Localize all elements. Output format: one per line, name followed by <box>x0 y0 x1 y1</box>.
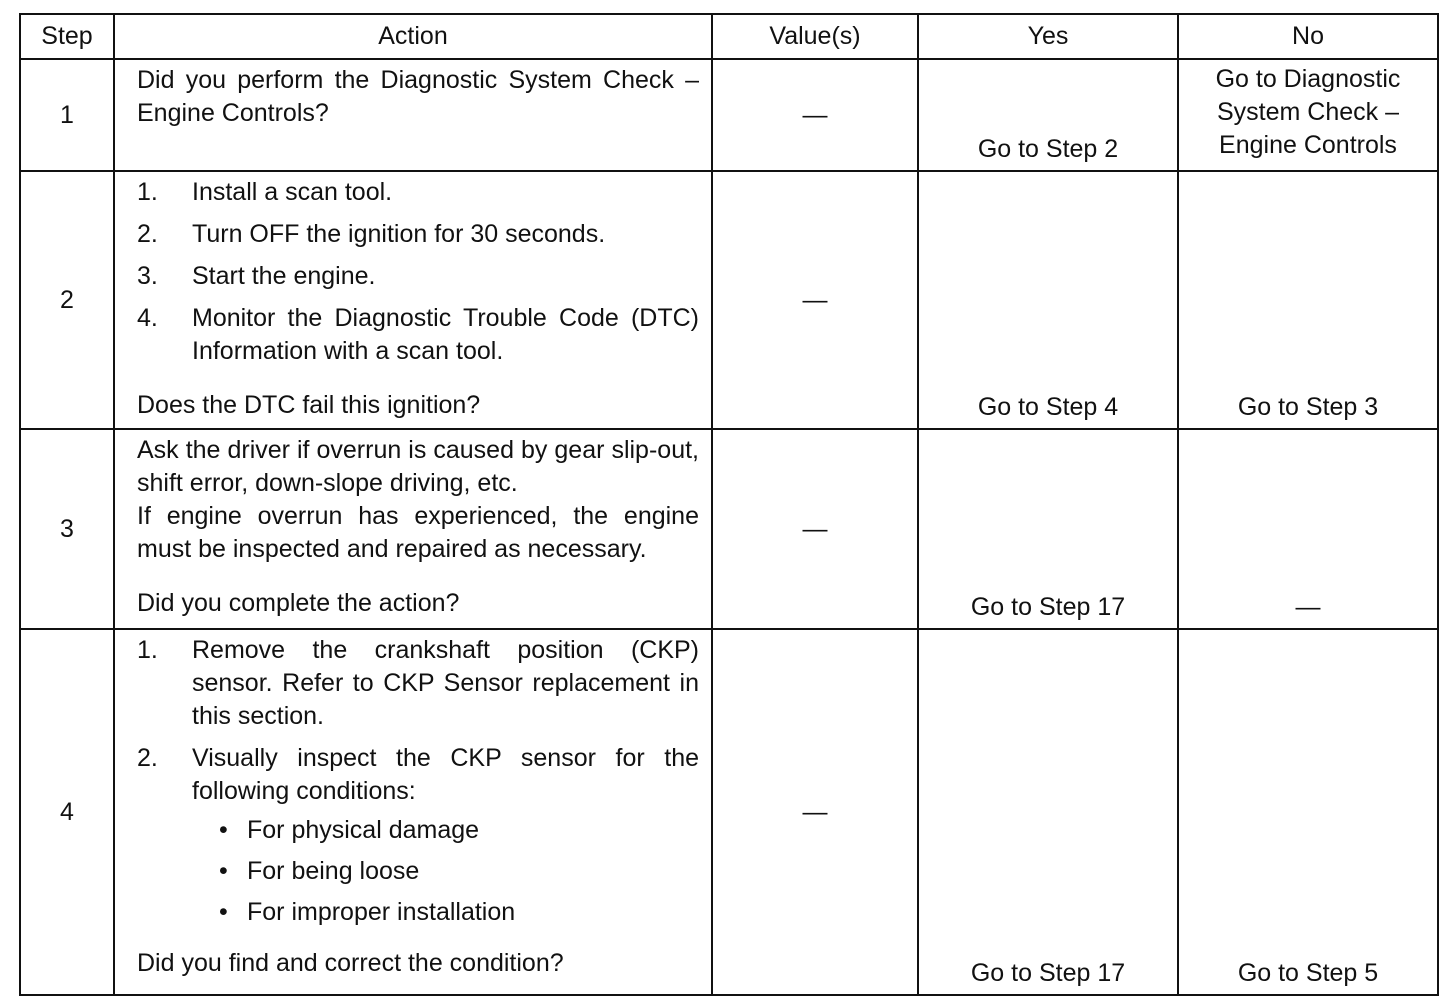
action-question: Did you find and correct the condition? <box>137 949 564 977</box>
list-text: Start the engine. <box>192 262 376 290</box>
bullet-item <box>219 814 699 847</box>
bullet-item <box>219 896 699 929</box>
action-cell <box>114 171 712 429</box>
action-cell <box>114 629 712 995</box>
value-cell: — <box>712 59 918 171</box>
yes-cell: Go to Step 17 <box>918 629 1178 995</box>
list-text: Remove the crankshaft position (CKP) sensor. Refer to CKP Sensor replacement in this section. <box>192 636 699 730</box>
no-cell: Go to Diagnostic System Check – Engine Controls <box>1178 59 1438 171</box>
step-number: 1 <box>20 59 114 171</box>
action-cell <box>114 429 712 629</box>
list-text: Turn OFF the ignition for 30 seconds. <box>192 220 606 248</box>
list-item <box>137 742 699 808</box>
no-cell: — <box>1178 429 1438 629</box>
table-row-step-3 <box>20 429 1438 629</box>
table-row-step-1 <box>20 59 1438 171</box>
no-cell: Go to Step 5 <box>1178 629 1438 995</box>
header-yes: Yes <box>918 14 1178 59</box>
list-item <box>137 218 699 251</box>
bullet-text: For improper installation <box>247 898 516 926</box>
header-row <box>20 14 1438 59</box>
bullet-icon: • <box>219 857 228 885</box>
bullet-icon: • <box>219 898 228 926</box>
list-number: 2. <box>137 220 158 248</box>
action-text: Did you perform the Diagnostic System Check – Engine Controls? <box>137 66 699 127</box>
action-steps-list <box>137 176 699 368</box>
action-question: Does the DTC fail this ignition? <box>137 391 481 419</box>
yes-cell: Go to Step 17 <box>918 429 1178 629</box>
no-cell: Go to Step 3 <box>1178 171 1438 429</box>
step-number: 3 <box>20 429 114 629</box>
list-text: Monitor the Diagnostic Trouble Code (DTC) Information with a scan tool. <box>192 304 699 365</box>
value-cell: — <box>712 629 918 995</box>
header-action: Action <box>114 14 712 59</box>
action-cell <box>114 59 712 171</box>
list-item <box>137 302 699 368</box>
header-step: Step <box>20 14 114 59</box>
value-cell: — <box>712 429 918 629</box>
list-item <box>137 176 699 209</box>
value-cell: — <box>712 171 918 429</box>
action-text-secondary: If engine overrun has experienced, the engine must be inspected and repaired as necessary. <box>137 502 699 563</box>
condition-bullets <box>219 814 699 929</box>
list-item <box>137 634 699 733</box>
list-item <box>137 260 699 293</box>
table-row-step-4 <box>20 629 1438 995</box>
action-question: Did you complete the action? <box>137 589 460 617</box>
list-number: 3. <box>137 262 158 290</box>
action-steps-list <box>137 634 699 808</box>
diagnostic-table <box>19 13 1439 996</box>
bullet-text: For physical damage <box>247 816 480 844</box>
list-text: Install a scan tool. <box>192 178 393 206</box>
action-text: Ask the driver if overrun is caused by gear slip-out, shift error, down-slope driving, etc. <box>137 436 699 497</box>
header-no: No <box>1178 14 1438 59</box>
list-number: 1. <box>137 636 158 664</box>
step-number: 4 <box>20 629 114 995</box>
table-row-step-2 <box>20 171 1438 429</box>
yes-cell: Go to Step 2 <box>918 59 1178 171</box>
step-number: 2 <box>20 171 114 429</box>
list-number: 1. <box>137 178 158 206</box>
list-text: Visually inspect the CKP sensor for the following conditions: <box>192 744 699 805</box>
list-number: 2. <box>137 744 158 772</box>
bullet-text: For being loose <box>247 857 420 885</box>
yes-cell: Go to Step 4 <box>918 171 1178 429</box>
bullet-icon: • <box>219 816 228 844</box>
list-number: 4. <box>137 304 158 332</box>
header-values: Value(s) <box>712 14 918 59</box>
bullet-item <box>219 855 699 888</box>
